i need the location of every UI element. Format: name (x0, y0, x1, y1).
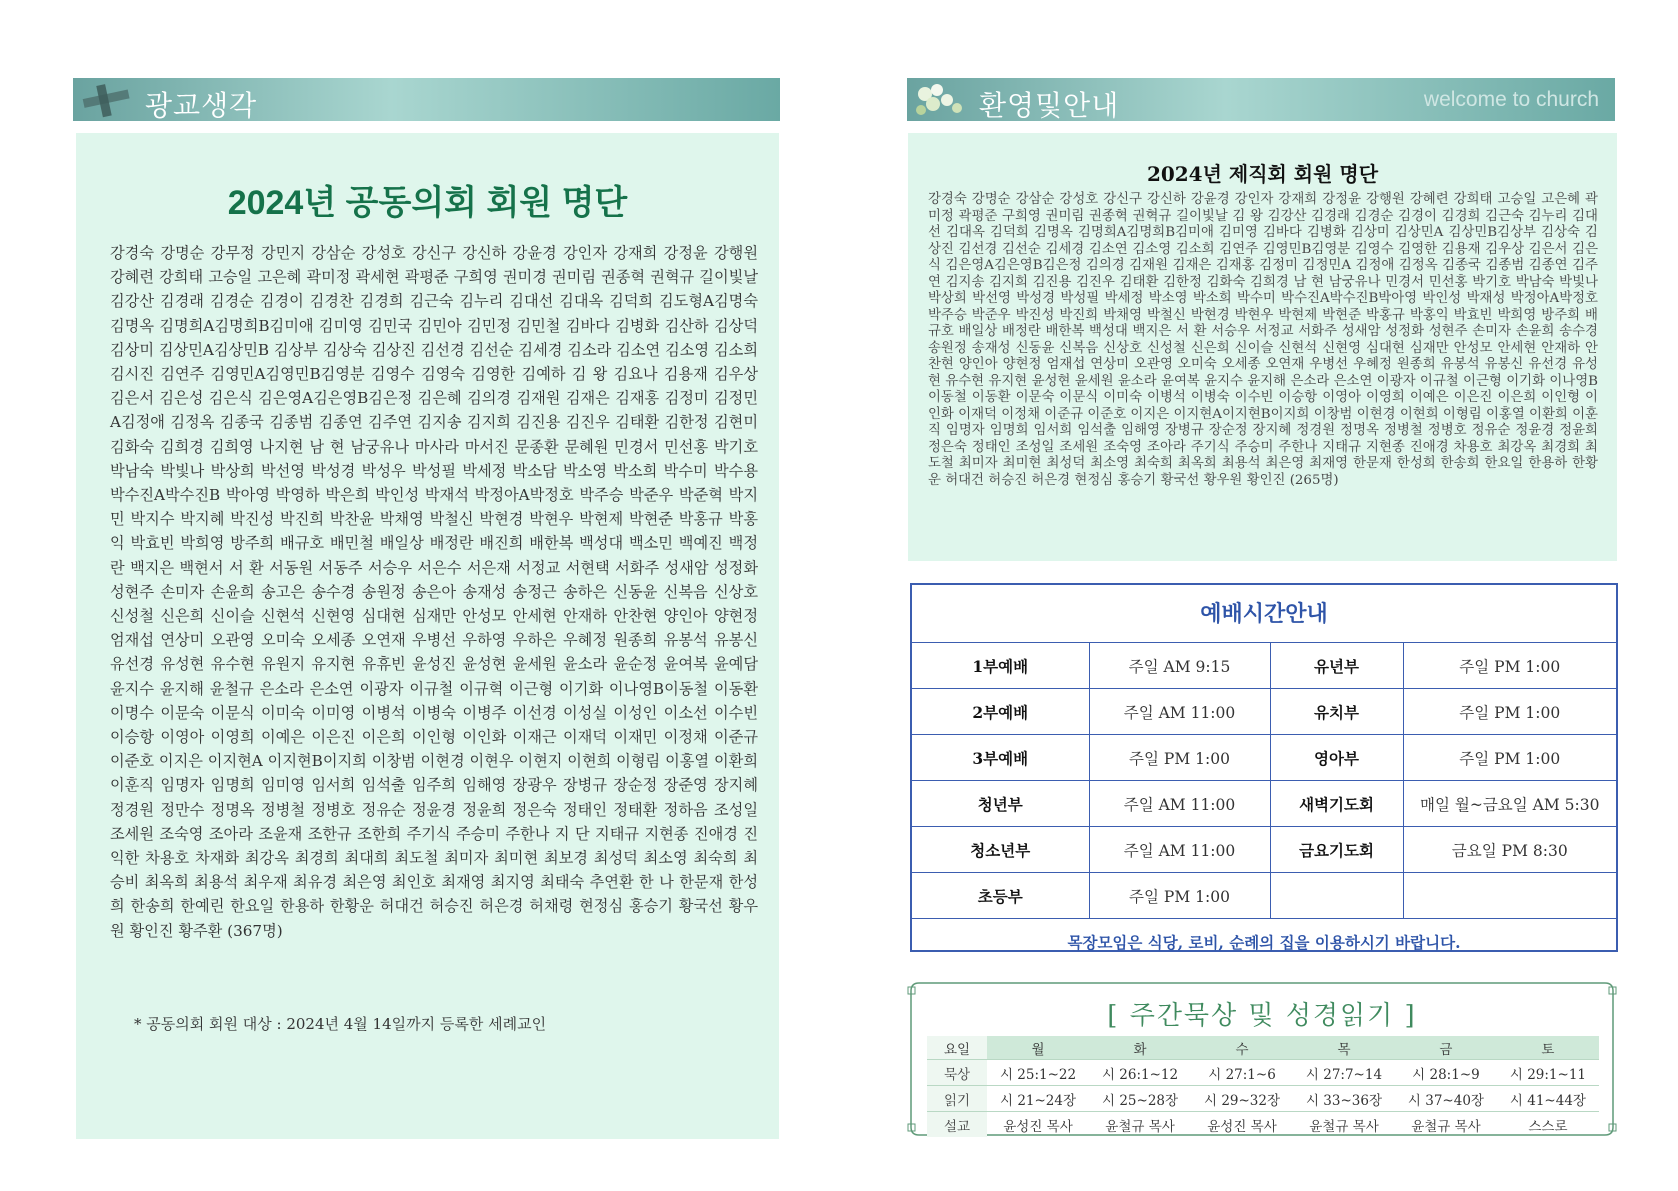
worship-schedule (910, 583, 1618, 952)
reading-row (927, 1060, 1599, 1086)
right-header-tagline: welcome to church (1423, 88, 1599, 111)
service-time: 주일 PM 1:00 (1089, 735, 1270, 781)
reading-row-label: 묵상 (927, 1060, 987, 1086)
reading-table (927, 1036, 1599, 1137)
weekly-reading (907, 977, 1617, 1141)
reading-cell: 윤철규 목사 (1293, 1112, 1395, 1138)
worship-table (912, 643, 1616, 919)
service-time: 주일 PM 1:00 (1403, 735, 1616, 781)
service-time: 매일 월~금요일 AM 5:30 (1403, 781, 1616, 827)
reading-cell: 시 27:1~6 (1191, 1060, 1293, 1086)
worship-row (912, 735, 1616, 781)
roster-title: 2024년 제직회 회원 명단 (1146, 162, 1379, 186)
service-time: 주일 AM 11:00 (1089, 689, 1270, 735)
service-name: 금요기도회 (1270, 827, 1403, 873)
service-time: 금요일 PM 8:30 (1403, 827, 1616, 873)
council-note: * 공동의회 회원 대상 : 2024년 4월 14일까지 등록한 세례교인 (134, 1015, 547, 1033)
flower-icon (911, 80, 971, 119)
reading-cell: 스스로 (1497, 1112, 1599, 1138)
reading-header-cell: 월 (987, 1036, 1089, 1060)
reading-cell: 시 21~24장 (987, 1086, 1089, 1112)
worship-note: 목장모임은 식당, 로비, 순례의 집을 이용하시기 바랍니다. (1067, 933, 1461, 952)
roster-member-list: 강경숙 강명순 강삼순 강성호 강신구 강신하 강윤경 강인자 강재희 강정윤 강행원 강혜련 강희태 고승일 고은혜 곽미정 곽평준 구희영 권미림 권종혁 권혁규 길이빛날 김 왕 김강산 김경래 김경순 김경이 김경희 김근숙 김누리 김대선 김대옥 김덕희 김명옥 김명희A김명희B김미애 김미영 김바다 김병화 김상미 김상민A 김상민B김상부 김상숙 김상진 김선경 김선순 김세경 김소연 김소영 김소희 김연주 김영민B김영분 김영수 김영한 김용재 김우상 김은서 김은식 김은영A김은영B김은정 김의경 김재원 김재은 김재홍 김정미 김정민A 김정애 김정옥 김종국 김종범 김종연 김주연 김지송 김지희 김진용 김진우 김태환 김한정 김화숙 김희경 남 현 남궁유나 민경서 민선홍 박기호 박남숙 박빛나 박상희 박선영 박성경 박성필 박세정 박소영 박소희 박수미 박수진A박수진B박아영 박인성 박재성 박정아A박정호 박주승 박준우 박진성 박진희 박채영 박철신 박현경 박현우 박현제 박현준 박홍규 박홍익 박효빈 박희영 방주희 배규호 배일상 배정란 배한복 백성대 백지은 서 환 서승우 서정교 서화주 성새암 성정화 성현주 손미자 손윤희 송수경 송원정 송재성 신동윤 신복음 신상호 신성철 신은희 신이슬 신현석 신현영 심대현 심재만 안성모 안세현 안재하 안찬현 양인아 양현정 엄재섭 연상미 오관영 오미숙 오세종 오연재 우병선 우혜정 원종희 유봉석 유봉신 유선경 유성현 유수현 유지현 윤성현 윤세원 윤소라 윤여복 윤지수 윤지해 은소라 은소연 이광자 이규철 이근형 이기화 이나영B이동철 이동환 이문숙 이문식 이미숙 이병석 이병숙 이수빈 이승항 이영아 이영희 이예은 이은진 이은희 이인형 이인화 이재덕 이정채 이준규 이준호 이지은 이지현A이지현B이지희 이창범 이현경 이현희 이형림 이홍열 이환희 이훈직 임명자 임명희 임서희 임석출 임해영 장병규 장순정 장지혜 정경원 정명옥 정병철 정병호 정유순 정윤경 정윤희 정은숙 정태인 조성일 조세원 조숙영 조아라 주기식 주승미 주한나 지태규 지현종 진애경 차용호 최강옥 최경희 최도철 최미자 최미현 최성덕 최소영 최숙희 최옥희 최용석 최은영 최재영 한문재 한성희 한송희 한요일 한용하 한황운 허대건 허승진 허은경 현정심 홍승기 황국선 황우원 황인진 (265명) (928, 192, 1599, 488)
reading-cell: 윤성진 목사 (987, 1112, 1089, 1138)
right-header-title: 환영및안내 (979, 89, 1120, 122)
reading-cell: 윤철규 목사 (1395, 1112, 1497, 1138)
worship-row (912, 781, 1616, 827)
service-name: 2부예배 (912, 689, 1089, 735)
worship-row (912, 873, 1616, 919)
worship-row (912, 643, 1616, 689)
council-panel (76, 133, 779, 1139)
service-time: 주일 AM 11:00 (1089, 827, 1270, 873)
worship-row (912, 827, 1616, 873)
reading-header-cell: 토 (1497, 1036, 1599, 1060)
reading-cell: 윤철규 목사 (1089, 1112, 1191, 1138)
deacon-roster-panel (908, 133, 1617, 561)
reading-header-cell: 금 (1395, 1036, 1497, 1060)
reading-row-label: 설교 (927, 1112, 987, 1138)
reading-cell: 시 28:1~9 (1395, 1060, 1497, 1086)
service-name: 유년부 (1270, 643, 1403, 689)
service-name: 새벽기도회 (1270, 781, 1403, 827)
reading-cell: 시 29~32장 (1191, 1086, 1293, 1112)
worship-row (912, 689, 1616, 735)
service-name (1270, 873, 1403, 919)
reading-cell: 시 25:1~22 (987, 1060, 1089, 1086)
council-member-list: 강경숙 강명순 강무정 강민지 강삼순 강성호 강신구 강신하 강윤경 강인자 강재희 강정윤 강행원 강혜련 강희태 고승일 고은혜 곽미정 곽세현 곽평준 구희영 권미경 권미림 권종혁 권혁규 길이빛날 김강산 김경래 김경순 김경이 김경찬 김경희 김근숙 김누리 김대선 김대옥 김덕희 김도형A김명숙 김명옥 김명희A김명희B김미애 김미영 김민국 김민아 김민정 김민철 김바다 김병화 김산하 김상덕 김상미 김상민A김상민B 김상부 김상숙 김상진 김선경 김선순 김세경 김소라 김소연 김소영 김소희 김시진 김연주 김영민A김영민B김영분 김영수 김영숙 김영한 김예하 김 왕 김요나 김용재 김우상 김은서 김은성 김은식 김은영A김은영B김은정 김은혜 김의경 김재원 김재은 김재홍 김정미 김정민A김정애 김정옥 김종국 김종범 김종연 김주연 김지송 김지희 김진용 김진우 김태환 김한정 김현미 김화숙 김희경 김희영 나지현 남 현 남궁유나 마사라 마서진 문종환 문혜원 민경서 민선홍 박기호 박남숙 박빛나 박상희 박선영 박성경 박성우 박성필 박세정 박소담 박소영 박소희 박수미 박수용 박수진A박수진B 박아영 박영하 박은희 박인성 박재석 박정아A박정호 박주승 박준우 박준혁 박지민 박지수 박지혜 박진성 박진희 박찬윤 박채영 박철신 박현경 박현우 박현제 박현준 박홍규 박홍익 박효빈 박희영 방주희 배규호 배민철 배일상 배정란 배진희 배한복 백성대 백소민 백예진 백정란 백지은 백현서 서 환 서동원 서동주 서승우 서은수 서은재 서정교 서현택 서화주 성새암 성정화 성현주 손미자 손윤희 송고은 송수경 송원정 송은아 송재성 송정근 송하은 신동윤 신복음 신상호 신성철 신은희 신이슬 신현석 신현영 심대현 심재만 안성모 안세현 안재하 안찬현 양인아 양현정 엄재섭 연상미 오관영 오미숙 오세종 오연재 우병선 우하영 우하은 우혜정 원종희 유봉석 유봉신 유선경 유성현 유수현 유원지 유지현 유휴빈 윤성진 윤성현 윤세원 윤소라 윤순정 윤여복 윤예담 윤지수 윤지해 윤철규 은소라 은소연 이광자 이규철 이규혁 이근형 이기화 이나영B이동철 이동환 이명수 이문숙 이문식 이미숙 이미영 이병석 이병숙 이병주 이선경 이성실 이성인 이소선 이수빈 이승항 이영아 이영희 이예은 이은진 이은희 이인형 이인화 이재근 이재덕 이재민 이정채 이준규 이준호 이지은 이지현A 이지현B이지희 이창범 이현경 이현우 이현지 이현희 이형림 이홍열 이환희 이훈직 임명자 임명희 임미영 임서희 임석출 임주희 임해영 장광우 장병규 장순정 장준영 장지혜 정경원 정만수 정명옥 정병철 정병호 정유순 정윤경 정윤희 정은숙 정태인 정태환 정하음 조성일 조세원 조숙영 조아라 조윤재 조한규 조한희 주기식 주승미 주한나 지 단 지태규 지현종 진애경 진익한 차용호 차재화 최강옥 최경희 최대희 최도철 최미자 최미현 최보경 최성덕 최소영 최숙희 최승비 최옥희 최용석 최우재 최유경 최은영 최인호 최재영 최지영 최태숙 추연환 한 나 한문재 한성희 한송희 한예린 한요일 한용하 한황운 허대건 허승진 허은경 허채령 현정심 홍승기 황국선 황우원 황인진 황주환 (367명) (110, 244, 758, 940)
service-time: 주일 AM 11:00 (1089, 781, 1270, 827)
reading-cell: 시 25~28장 (1089, 1086, 1191, 1112)
service-name: 초등부 (912, 873, 1089, 919)
service-name: 청년부 (912, 781, 1089, 827)
service-name: 1부예배 (912, 643, 1089, 689)
reading-cell: 시 27:7~14 (1293, 1060, 1395, 1086)
service-time: 주일 PM 1:00 (1403, 643, 1616, 689)
service-name: 3부예배 (912, 735, 1089, 781)
service-name: 영아부 (1270, 735, 1403, 781)
service-time (1403, 873, 1616, 919)
service-time: 주일 PM 1:00 (1403, 689, 1616, 735)
service-name: 청소년부 (912, 827, 1089, 873)
council-title: 2024년 공동의회 회원 명단 (227, 184, 628, 222)
service-time: 주일 PM 1:00 (1089, 873, 1270, 919)
right-header-bar (907, 78, 1615, 121)
left-header-title: 광교생각 (145, 89, 258, 122)
reading-row (927, 1086, 1599, 1112)
reading-cell: 시 26:1~12 (1089, 1060, 1191, 1086)
reading-header-cell: 화 (1089, 1036, 1191, 1060)
service-name: 유치부 (1270, 689, 1403, 735)
left-header-bar (73, 78, 780, 121)
reading-header-cell: 수 (1191, 1036, 1293, 1060)
reading-cell: 시 33~36장 (1293, 1086, 1395, 1112)
service-time: 주일 AM 9:15 (1089, 643, 1270, 689)
reading-title: [ 주간묵상 및 성경읽기 ] (1107, 1001, 1417, 1031)
reading-header-cell: 목 (1293, 1036, 1395, 1060)
reading-cell: 시 37~40장 (1395, 1086, 1497, 1112)
cross-icon (77, 80, 137, 119)
reading-row (927, 1112, 1599, 1138)
reading-cell: 시 29:1~11 (1497, 1060, 1599, 1086)
worship-title: 예배시간안내 (912, 585, 1616, 643)
reading-header-cell: 요일 (927, 1036, 987, 1060)
reading-row-label: 읽기 (927, 1086, 987, 1112)
reading-cell: 윤성진 목사 (1191, 1112, 1293, 1138)
reading-cell: 시 41~44장 (1497, 1086, 1599, 1112)
